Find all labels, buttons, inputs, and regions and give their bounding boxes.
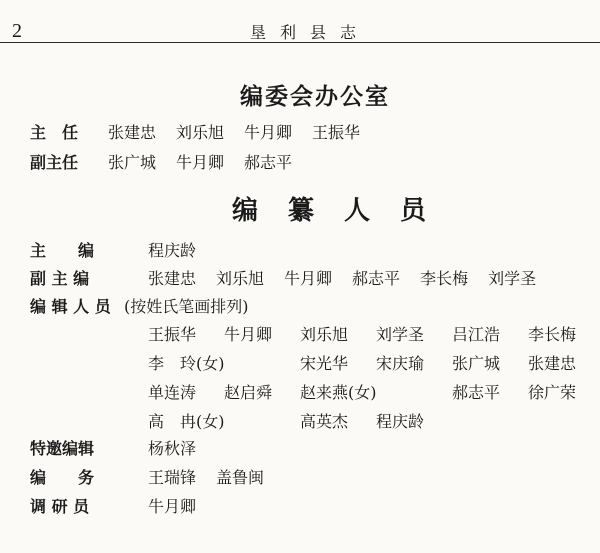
deputy-label: 副主任 — [30, 153, 79, 172]
editor-name: 程庆龄 — [376, 412, 425, 431]
researcher-label: 调 研 员 — [30, 497, 90, 516]
editor-name: 刘乐旭 — [300, 325, 349, 344]
director-names — [108, 120, 360, 146]
header-rule — [0, 42, 600, 43]
editor-name: 李长梅 — [528, 325, 577, 344]
editors-note: (按姓氏笔画排列) — [124, 297, 249, 316]
name: 张建忠 — [148, 269, 197, 288]
editor-name: 张建忠 — [528, 354, 577, 373]
editor-name: 王振华 — [148, 325, 197, 344]
editor-name: 宋光华 — [300, 354, 349, 373]
name: 郝志平 — [244, 153, 293, 172]
deputy-editor-label: 副 主 编 — [30, 269, 90, 288]
name: 牛月卿 — [148, 497, 197, 516]
researcher-names — [148, 494, 196, 520]
editor-name: 刘学圣 — [376, 325, 425, 344]
editor-name: 赵启舜 — [224, 383, 273, 402]
deputy-names — [108, 150, 292, 176]
name: 程庆龄 — [148, 241, 197, 260]
name: 牛月卿 — [244, 123, 293, 142]
name: 王振华 — [312, 123, 361, 142]
editor-name: 李 玲(女) — [148, 354, 225, 373]
page-header — [0, 0, 600, 44]
name: 盖鲁闽 — [216, 468, 265, 487]
editor-name: 高英杰 — [300, 412, 349, 431]
editors-label: 编 辑 人 员 — [30, 297, 111, 316]
editor-name: 徐广荣 — [528, 383, 577, 402]
name: 牛月卿 — [284, 269, 333, 288]
editor-name: 张广城 — [452, 354, 501, 373]
editor-name: 高 冉(女) — [148, 412, 225, 431]
name: 刘乐旭 — [176, 123, 225, 142]
name: 李长梅 — [420, 269, 469, 288]
name: 郝志平 — [352, 269, 401, 288]
staff-section-title: 编纂人员 — [232, 196, 457, 226]
chief-editor-label: 主 编 — [30, 241, 95, 260]
deputy-editor-names — [148, 266, 536, 292]
editor-name: 牛月卿 — [224, 325, 273, 344]
affairs-label: 编 务 — [30, 468, 95, 487]
name: 刘学圣 — [488, 269, 537, 288]
editor-name: 吕江浩 — [452, 325, 501, 344]
name: 杨秋泽 — [148, 439, 197, 458]
director-label: 主 任 — [30, 123, 79, 142]
page-number: 2 — [12, 20, 22, 42]
chief-editor-names — [148, 238, 196, 264]
name: 张建忠 — [108, 123, 157, 142]
special-editor-names — [148, 436, 196, 462]
name: 牛月卿 — [176, 153, 225, 172]
editor-name: 赵来燕(女) — [300, 383, 377, 402]
editor-name: 单连涛 — [148, 383, 197, 402]
name: 刘乐旭 — [216, 269, 265, 288]
special-editor-label: 特邀编辑 — [30, 439, 95, 458]
office-section-title: 编委会办公室 — [240, 83, 390, 110]
editor-name: 郝志平 — [452, 383, 501, 402]
affairs-names — [148, 465, 264, 491]
editor-name: 宋庆瑜 — [376, 354, 425, 373]
name: 王瑞锋 — [148, 468, 197, 487]
running-title: 垦利县志 — [250, 23, 371, 42]
name: 张广城 — [108, 153, 157, 172]
